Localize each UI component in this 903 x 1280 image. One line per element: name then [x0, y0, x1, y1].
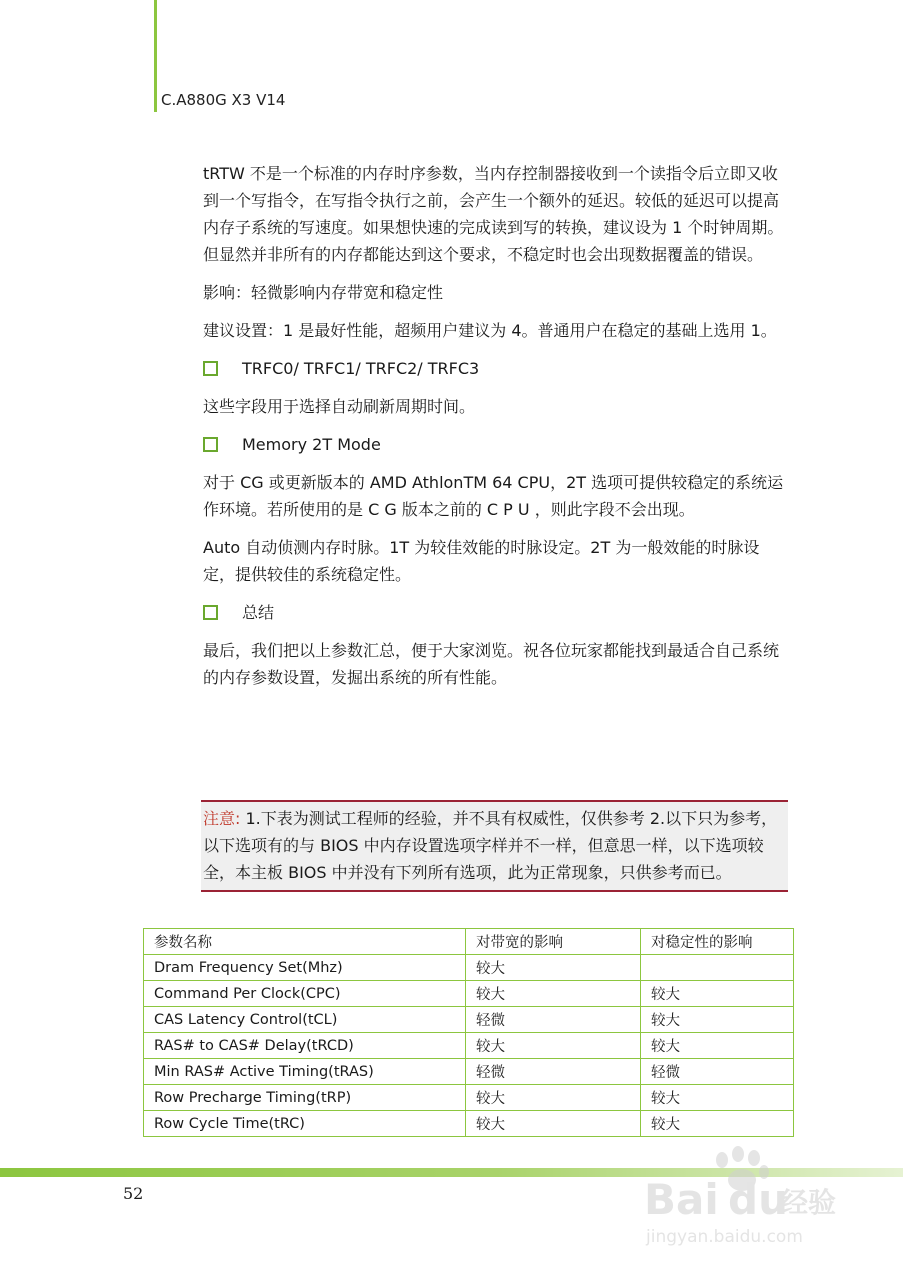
parameter-table	[143, 928, 794, 1137]
table-cell: 较大	[641, 981, 794, 1007]
impact-line: 影响：轻微影响内存带宽和稳定性	[203, 283, 444, 302]
table-header-cell: 对稳定性的影响	[641, 929, 794, 955]
table-cell: 轻微	[466, 1059, 641, 1085]
note-box	[201, 800, 788, 892]
table-row	[144, 1085, 794, 1111]
mem2t-heading	[203, 431, 788, 458]
table-row	[144, 981, 794, 1007]
summary-heading-text: 总结	[242, 603, 275, 622]
mem2t-heading-text: Memory 2T Mode	[242, 435, 381, 454]
table-cell: 较大	[641, 1085, 794, 1111]
main-content	[203, 160, 788, 702]
table-cell: 较大	[466, 1111, 641, 1137]
table-cell: 较大	[466, 1033, 641, 1059]
watermark-brand-suffix: du	[728, 1175, 788, 1224]
table-cell: 较大	[641, 1007, 794, 1033]
table-row	[144, 1007, 794, 1033]
header-accent-line	[154, 0, 157, 112]
table-row	[144, 955, 794, 981]
table-cell: Row Precharge Timing(tRP)	[144, 1085, 466, 1111]
trfc-description: 这些字段用于选择自动刷新周期时间。	[203, 397, 476, 416]
table-row	[144, 1059, 794, 1085]
table-cell: 较大	[466, 955, 641, 981]
table-cell	[641, 955, 794, 981]
table-cell: 轻微	[466, 1007, 641, 1033]
note-text: 1.下表为测试工程师的经验，并不具有权威性，仅供参考 2.以下只为参考，以下选项有的与 BIOS 中内存设置选项字样并不一样，但意思一样，以下选项较全，本主板 BIOS 中并没有下列所有选项，此为正常现象，只供参考而已。	[203, 809, 778, 882]
watermark-brand: Bai	[644, 1175, 719, 1224]
trfc-heading-text: TRFC0/ TRFC1/ TRFC2/ TRFC3	[242, 359, 480, 378]
baidu-watermark-logo	[640, 1142, 840, 1257]
table-row	[144, 1033, 794, 1059]
watermark-brand-cn: 经验	[780, 1186, 837, 1219]
table-cell: Min RAS# Active Timing(tRAS)	[144, 1059, 466, 1085]
table-cell: Command Per Clock(CPC)	[144, 981, 466, 1007]
table-cell: 较大	[641, 1033, 794, 1059]
suggest-paragraph: 建议设置：1 是最好性能，超频用户建议为 4。普通用户在稳定的基础上选用 1。	[203, 321, 777, 340]
table-cell: CAS Latency Control(tCL)	[144, 1007, 466, 1033]
summary-description: 最后，我们把以上参数汇总，便于大家浏览。祝各位玩家都能找到最适合自己系统的内存参数设置，发掘出系统的所有性能。	[203, 641, 780, 687]
trtw-paragraph: tRTW 不是一个标准的内存时序参数，当内存控制器接收到一个读指令后立即又收到一个写指令，在写指令执行之前，会产生一个额外的延迟。较低的延迟可以提高内存子系统的写速度。如果想快速的完成读到写的转换，建议设为 1 个时钟周期。但显然并非所有的内存都能达到这个要求，不稳定时也会出现数据覆盖的错误。	[203, 164, 784, 264]
checkbox-bullet-icon	[203, 361, 218, 376]
trfc-heading	[203, 355, 788, 382]
table-cell: 较大	[641, 1111, 794, 1137]
summary-heading	[203, 599, 788, 626]
checkbox-bullet-icon	[203, 605, 218, 620]
table-header-row	[144, 929, 794, 955]
mem2t-description: 对于 CG 或更新版本的 AMD AthlonTM 64 CPU，2T 选项可提供较稳定的系统运作环境。若所使用的是 C G 版本之前的 C P U ，则此字段不会出现。	[203, 473, 784, 519]
page-number: 52	[123, 1184, 144, 1203]
table-cell: 较大	[466, 1085, 641, 1111]
watermark-url: jingyan.baidu.com	[646, 1227, 803, 1247]
table-row	[144, 1111, 794, 1137]
table-cell: 较大	[466, 981, 641, 1007]
table-cell: RAS# to CAS# Delay(tRCD)	[144, 1033, 466, 1059]
note-label: 注意:	[203, 809, 241, 828]
table-header-cell: 参数名称	[144, 929, 466, 955]
model-title: C.A880G X3 V14	[161, 91, 286, 109]
table-cell: 轻微	[641, 1059, 794, 1085]
checkbox-bullet-icon	[203, 437, 218, 452]
table-cell: Dram Frequency Set(Mhz)	[144, 955, 466, 981]
table-cell: Row Cycle Time(tRC)	[144, 1111, 466, 1137]
table-header-cell: 对带宽的影响	[466, 929, 641, 955]
auto-description: Auto 自动侦测内存时脉。1T 为较佳效能的时脉设定。2T 为一般效能的时脉设定，提供较佳的系统稳定性。	[203, 538, 760, 584]
